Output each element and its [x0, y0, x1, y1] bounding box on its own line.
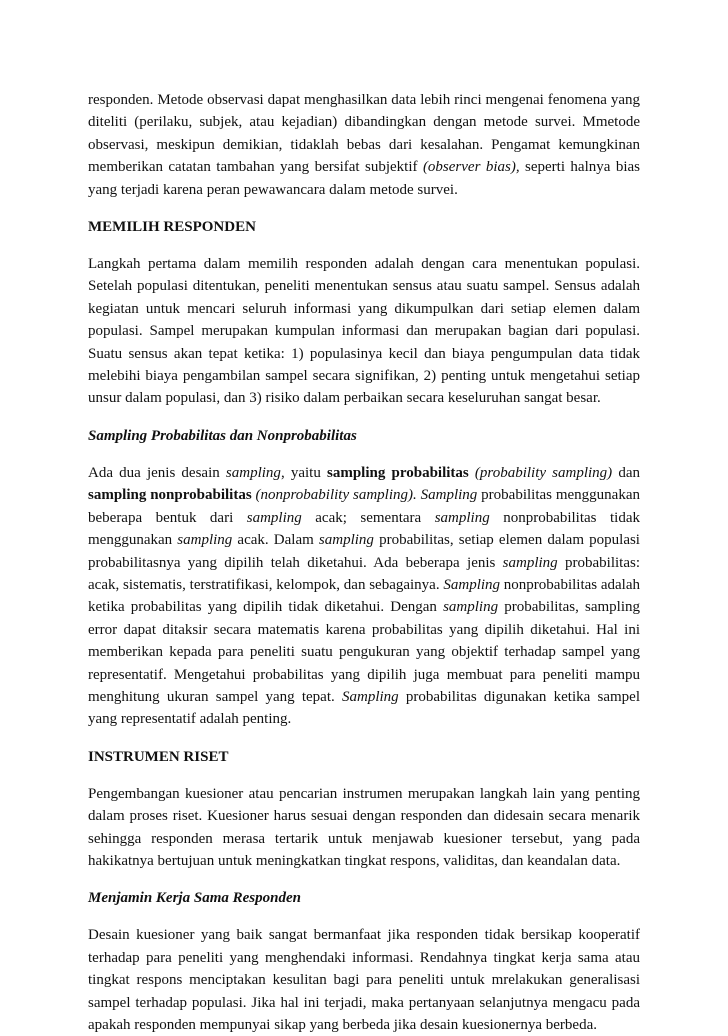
- text-run: seperti halnya bias yang terjadi karena peran pewawancara dalam metode survei.: [88, 159, 640, 198]
- paragraph-memilih-responden: Langkah pertama dalam memilih responden adalah dengan cara menentukan populasi. Setelah populasi ditentukan, peneliti menentukan sensus atau suatu sampel. Sensus adalah kegiatan untuk mencari seluruh informasi yang dikumpulkan dari setiap elemen dalam populasi. Sampel merupakan kumpulan informasi dan merupakan bagian dari populasi. Suatu sensus akan tepat ketika: 1) populasinya kecil dan biaya pengumpulan data tidak melebihi biaya pengambilan sampel secara signifikan, 2) penting untuk mengetahui setiap unsur dalam populasi, dan 3) risiko dalam perbaikan secara keseluruhan sangat besar.: [88, 256, 640, 407]
- italic-term: sampling: [434, 509, 490, 526]
- text-run: dan: [612, 464, 640, 481]
- bold-term: sampling probabilitas: [327, 464, 469, 481]
- text-run: probabilitas digunakan ketika sampel yang representatif adalah penting.: [88, 688, 640, 728]
- italic-term: (probability sampling): [474, 464, 613, 481]
- paragraph-sampling: [88, 462, 640, 731]
- text-run: nonprobabilitas adalah ketika probabilitas yang dipilih tidak diketahui. Dengan: [88, 576, 641, 616]
- heading-menjamin-kerja-sama: Menjamin Kerja Sama Responden: [88, 890, 301, 907]
- paragraph-instrumen-riset: Pengembangan kuesioner atau pencarian instrumen merupakan langkah lain yang penting dalam proses riset. Kuesioner harus sesuai dengan responden dan didesain secara menarik sehingga responden merasa tertarik untuk menjawab kuesioner tersebut, yang pada hakikatnya bertujuan untuk meningkatkan tingkat respons, validitas, dan keandalan data.: [88, 785, 640, 869]
- italic-term: sampling: [246, 509, 302, 526]
- heading-sampling: Sampling Probabilitas dan Nonprobabilitas: [88, 427, 357, 444]
- text-run: probabilitas: acak, sistematis, terstratifikasi, kelompok, dan sebagainya.: [88, 554, 640, 593]
- text-run: nonprobabilitas tidak menggunakan: [88, 509, 640, 549]
- text-run: acak. Dalam: [232, 532, 319, 549]
- paragraph-menjamin-kerja-sama: Desain kuesioner yang baik sangat bermanfaat jika responden tidak bersikap kooperatif terhadap para peneliti yang menghendaki informasi. Rendahnya tingkat kerja sama atau tingkat respons menciptakan kesulitan bagi para peneliti untuk mrelakukan generalisasi sampel terhadap populasi. Jika hal ini terjadi, maka pertanyaan selanjutnya mengacu pada apakah responden mempunyai sikap yang berbeda jika desain kuesionernya berbeda.: [88, 927, 640, 1033]
- italic-term: sampling: [318, 532, 374, 549]
- paragraph-intro: [88, 89, 640, 201]
- heading-instrumen-riset: INSTRUMEN RISET: [88, 748, 229, 765]
- italic-term: (observer bias),: [422, 159, 520, 176]
- italic-term: sampling: [177, 532, 233, 549]
- italic-term: sampling: [502, 554, 558, 571]
- italic-term: (nonprobability sampling). Sampling: [255, 487, 478, 504]
- text-run: probabilitas, sampling error dapat ditaksir secara matematis karena probabilitas yang dipilih diketahui. Hal ini memberikan kepada para peneliti suatu pengukuran yang objektif terhadap sampel yang representatif. Mengetahui probabilitas yang dipilih juga membuat para peneliti mampu menghitung ukuran sampel yang tepat.: [88, 599, 640, 705]
- text-run: responden. Metode observasi dapat menghasilkan data lebih rinci mengenai fenomena yang diteliti (perilaku, subjek, atau kejadian) dibandingkan dengan metode survei. Mmetode observasi, meskipun demikian, tidaklah bebas dari kesalahan. Pengamat kemungkinan memberikan catatan tambahan yang bersifat subjektif: [88, 92, 640, 176]
- heading-memilih-responden: MEMILIH RESPONDEN: [88, 219, 256, 236]
- italic-term: sampling: [225, 464, 281, 481]
- text-run: Ada dua jenis desain: [88, 464, 226, 481]
- text-run: probabilitas, setiap elemen dalam populasi probabilitasnya yang dipilih telah diketahui. Ada beberapa jenis: [88, 532, 640, 571]
- italic-term: Sampling: [443, 576, 501, 593]
- text-run: probabilitas menggunakan beberapa bentuk dari: [88, 487, 640, 526]
- text-run: acak; sementara: [301, 509, 435, 526]
- italic-term: sampling: [443, 599, 499, 616]
- italic-term: Sampling: [341, 688, 399, 705]
- text-run: , yaitu: [280, 464, 327, 481]
- bold-term: sampling nonprobabilitas: [88, 487, 252, 504]
